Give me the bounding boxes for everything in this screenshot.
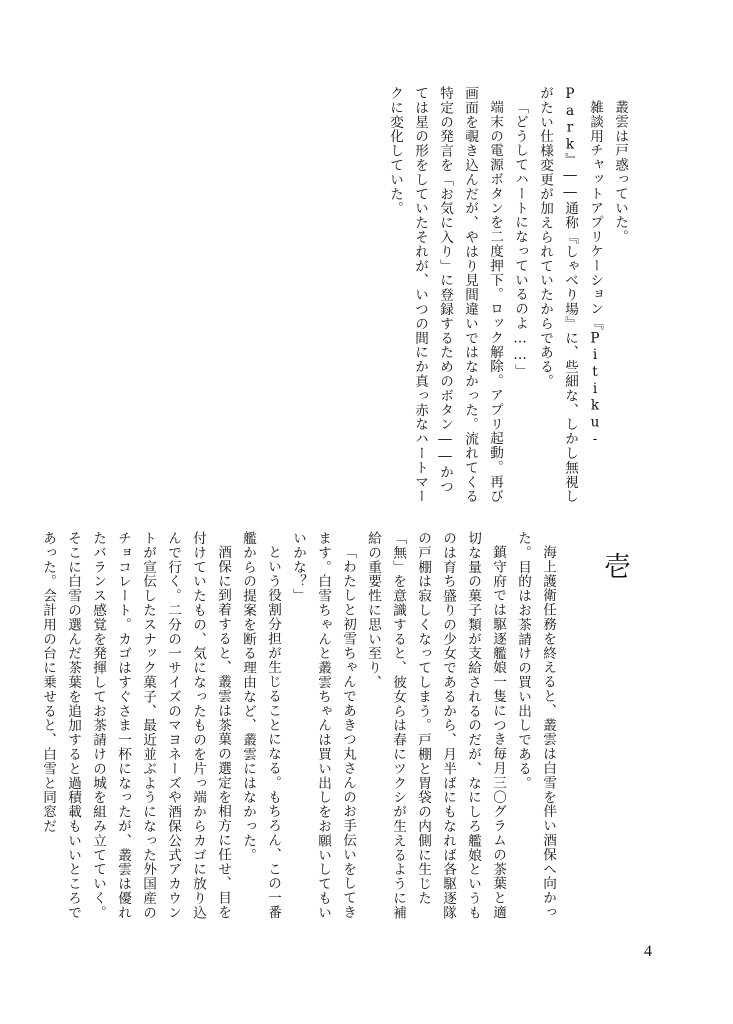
paragraph: 端末の電源ボタンを二度押下。ロック解除。アプリ起動。再び画面を覗き込んだが、やはり見間違いではなかった。流れてくる特定の発言を「お気に入り」に登録するためのボタン――かつては星の形をしていたそれが、いつの間にか真っ赤なハートマークに変化していた。 (387, 86, 503, 504)
paragraph: 雑談用チャットアプリケーション『Pitiku-Park』――通称『しゃべり場』に、些細な、しかし無視しがたい仕様変更が加えられていたからである。 (537, 86, 603, 504)
upper-text-block (356, 86, 632, 506)
chapter-title: 壱 (599, 551, 630, 579)
paragraph: 鎮守府では駆逐艦娘一隻につき毎月三〇グラムの茶葉と適切な量の菓子類が支給されるのだが、なにしろ艦娘というものは育ち盛りの少女であるから、月半ばにもなれば各駆逐隊の戸棚は寂しくなってしまう。戸棚と胃袋の内側に生じた「無」を意識すると、彼女らは春にツクシが生えるように補給の重要性に思い至り、 (365, 531, 506, 920)
paragraph: 「どうしてハートになっているのよ……」 (512, 99, 528, 378)
lower-text-block (40, 531, 560, 931)
paragraph: 海上護衛任務を終えると、叢雲は白雪を伴い酒保へ向かった。目的はお茶請けの買い出しである。 (515, 531, 556, 919)
page-number: 4 (644, 943, 652, 960)
paragraph: 酒保に到着すると、叢雲は茶菓の選定を相方に任せ、目を付けていたもの、気になったものを片っ端からカゴに放り込んで行く。二分の一サイズのマヨネーズや酒保公式アカウントが宣伝したスナック菓子、最近並ぶようになった外国産のチョコレート。カゴはすぐさま一杯になったが、叢雲は優れたバランス感覚を発揮してお茶請けの城を組み立てていく。そこに白雪の選んだ茶葉を追加すると過積載もいいところであった。会計用の台に乗せると、白雪と同窓だ (40, 531, 231, 920)
paragraph: 叢雲は戸惑っていた。 (612, 99, 628, 244)
paragraph: という役割分担が生じることになる。もちろん、この一番艦からの提案を断る理由など、叢雲にはなかった。 (240, 531, 281, 919)
paragraph: 「わたしと初雪ちゃんであきつ丸さんのお手伝いをしてきます。白雪ちゃんと叢雲ちゃんは買い出しをお願いしてもいいかな？」 (290, 531, 356, 920)
